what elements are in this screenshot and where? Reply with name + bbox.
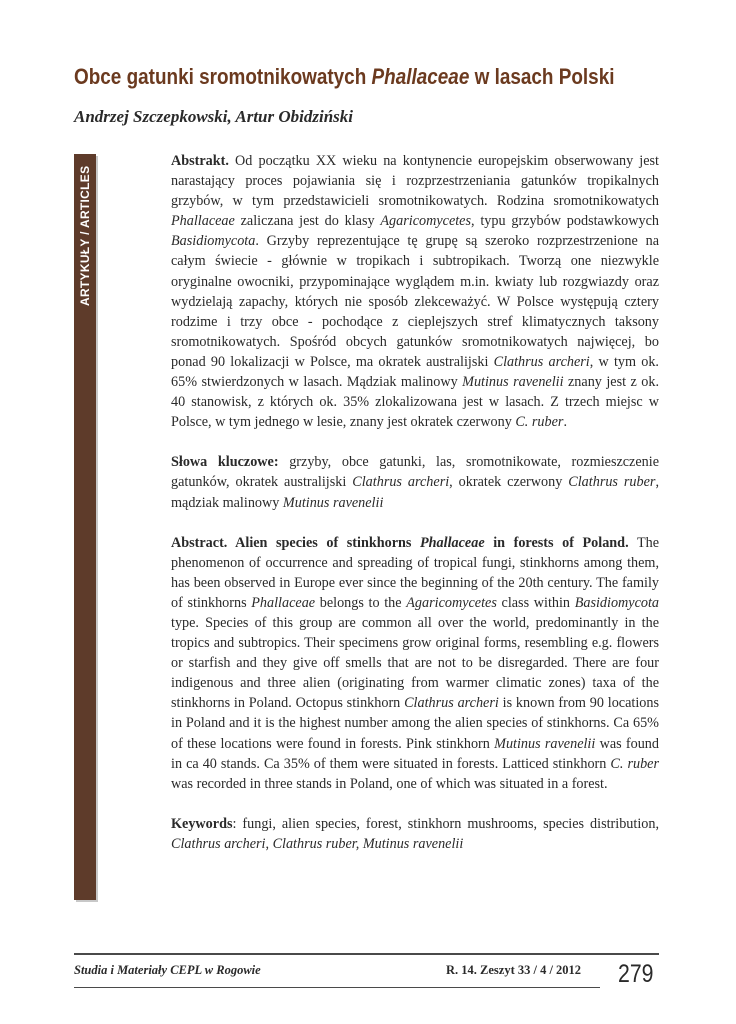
title-part-2: w lasach Polski xyxy=(469,64,615,89)
abstract-polish-text: , typu grzybów podstawkowych xyxy=(471,213,659,230)
abstract-english-text: was recorded in three stands in Poland, one of which was situated in a forest. xyxy=(171,775,608,792)
keywords-english-text: : fungi, alien species, forest, stinkhorn mushrooms, species distribution, xyxy=(232,815,659,832)
abstract-polish-text: zaliczana jest do klasy xyxy=(234,213,381,230)
abstract-polish-label: Abstrakt. xyxy=(171,153,229,169)
footer-issue: R. 14. Zeszyt 33 / 4 / 2012 xyxy=(446,963,582,977)
abstract-english-heading: in forests of Poland. xyxy=(484,534,629,551)
taxon-name: Clathrus ruber xyxy=(568,474,656,491)
footer-divider-bottom xyxy=(74,987,600,988)
taxon-name: Clathrus archeri xyxy=(404,695,499,712)
keywords-polish-text: grzyby, obce gatunki, las, sromotnikowate, rozmieszczenie gatunków, okratek australijski xyxy=(171,454,659,491)
abstract-english-text: class within xyxy=(496,594,575,611)
taxon-name: Phallaceae xyxy=(171,213,235,230)
title-part-1: Obce gatunki sromotnikowatych xyxy=(74,64,372,89)
abstract-polish-text: , w tym ok. 65% stwierdzonych w lasach. Mądziak malinowy xyxy=(171,353,659,391)
taxon-name: Clathrus archeri xyxy=(493,353,590,370)
taxon-name: Phallaceae xyxy=(251,594,316,611)
article-title xyxy=(74,60,615,94)
keywords-english xyxy=(171,814,659,854)
taxon-name: Phallaceae xyxy=(420,534,485,551)
abstract-english-heading: Abstract. Alien species of stinkhorns xyxy=(171,534,420,551)
abstract-polish-text: . xyxy=(563,414,567,431)
taxon-name: C. ruber xyxy=(610,755,659,772)
article-authors: Andrzej Szczepkowski, Artur Obidziński xyxy=(74,107,353,126)
section-sidebar-label: ARTYKUŁY / ARTICLES xyxy=(78,165,92,306)
taxon-name: Agaricomycetes xyxy=(406,594,497,611)
footer-divider-top xyxy=(74,953,659,955)
abstract-english-label xyxy=(171,535,629,551)
abstract-english-text: The phenomenon of occurrence and spreading of tropical fungi, stinkhorns among them, has been observed in Europe ever since the beginning of the 20th century. The family of stinkhorns xyxy=(171,534,659,611)
keywords-polish xyxy=(171,452,659,512)
article-body xyxy=(171,151,659,874)
taxon-name: Mutinus ravenelii xyxy=(282,494,384,511)
footer-journal-name: Studia i Materiały CEPL w Rogowie xyxy=(74,963,261,977)
abstract-polish xyxy=(171,151,659,432)
taxon-name: Basidiomycota xyxy=(171,233,256,250)
keywords-english-text: , xyxy=(265,835,273,852)
taxon-name: Basidiomycota xyxy=(574,594,660,611)
abstract-english-text: type. Species of this group are common all over the world, predominantly in the tropics and subtropics. Their specimens grow original forms, resembling e.g. flowers or starfish and they give off smells that are not to be disregarded. There are four indigenous and three alien (originating from warmer climatic zones) taxa of the stinkhorns in Poland. Octopus stinkhorn xyxy=(171,614,659,712)
keywords-polish-label: Słowa kluczowe: xyxy=(171,454,279,471)
abstract-english-text: belongs to the xyxy=(315,594,407,611)
abstract-english-text: is known from 90 locations in Poland and it is the highest number among the alien species of stinkhorns. Ca 65% of these locations were found in forests. Pink stinkhorn xyxy=(171,695,659,752)
abstract-polish-text: Od początku XX wieku na kontynencie europejskim obserwowany jest narastający proces pojawiania się i rozprzestrzeniania gatunków tropikalnych grzybów, w tym przedstawicieli sromotnikowatych. Rodzina sromotnikowatych xyxy=(171,153,659,210)
taxon-name: C. ruber xyxy=(515,414,564,431)
keywords-polish-text: , mądziak malinowy xyxy=(171,474,659,511)
taxon-name: Mutinus ravenelii xyxy=(462,374,564,391)
abstract-english xyxy=(171,533,659,794)
section-sidebar-label-box xyxy=(73,156,97,326)
taxon-name: Clathrus archeri xyxy=(171,835,266,852)
keywords-polish-text: , okratek czerwony xyxy=(449,474,569,491)
taxon-name: Agaricomycetes xyxy=(380,213,471,230)
abstract-english-text: was found in ca 40 stands. Ca 35% of them were situated in forests. Latticed stinkhorn xyxy=(171,735,659,772)
abstract-polish-text: znany jest z ok. 40 stanowisk, z których ok. 35% zlokalizowana jest w lasach. Z trzech miejsc w Polsce, w tym jednego w lesie, znany jest okratek czerwony xyxy=(171,374,660,431)
page-number: 279 xyxy=(618,960,654,988)
taxon-name: Mutinus ravenelii xyxy=(494,735,596,752)
abstract-polish-text: . Grzyby reprezentujące tę grupę są szeroko rozprzestrzenione na całym świecie - głównie w tropikach i subtropikach. Tworzą one niezwykle oryginalne owocniki, przypominające wyglądem m.in. kwiaty lub rozgwiazdy oraz wydzielają zapachy, których nie sposób zlekceważyć. W Polsce występują cztery rodzime i trzy obce - pochodące z cieplejszych stref klimatycznych taksony sromotnikowatych. Spośród obcych gatunków sromotnikowatych najwięcej, bo ponad 90 lokalizacji w Polsce, ma okratek australijski xyxy=(171,233,659,370)
taxon-name: Clathrus archeri xyxy=(352,474,450,491)
taxon-name: Clathrus ruber, Mutinus ravenelii xyxy=(272,835,464,852)
title-italic-taxon: Phallaceae xyxy=(371,64,470,89)
keywords-english-label: Keywords xyxy=(171,815,233,832)
